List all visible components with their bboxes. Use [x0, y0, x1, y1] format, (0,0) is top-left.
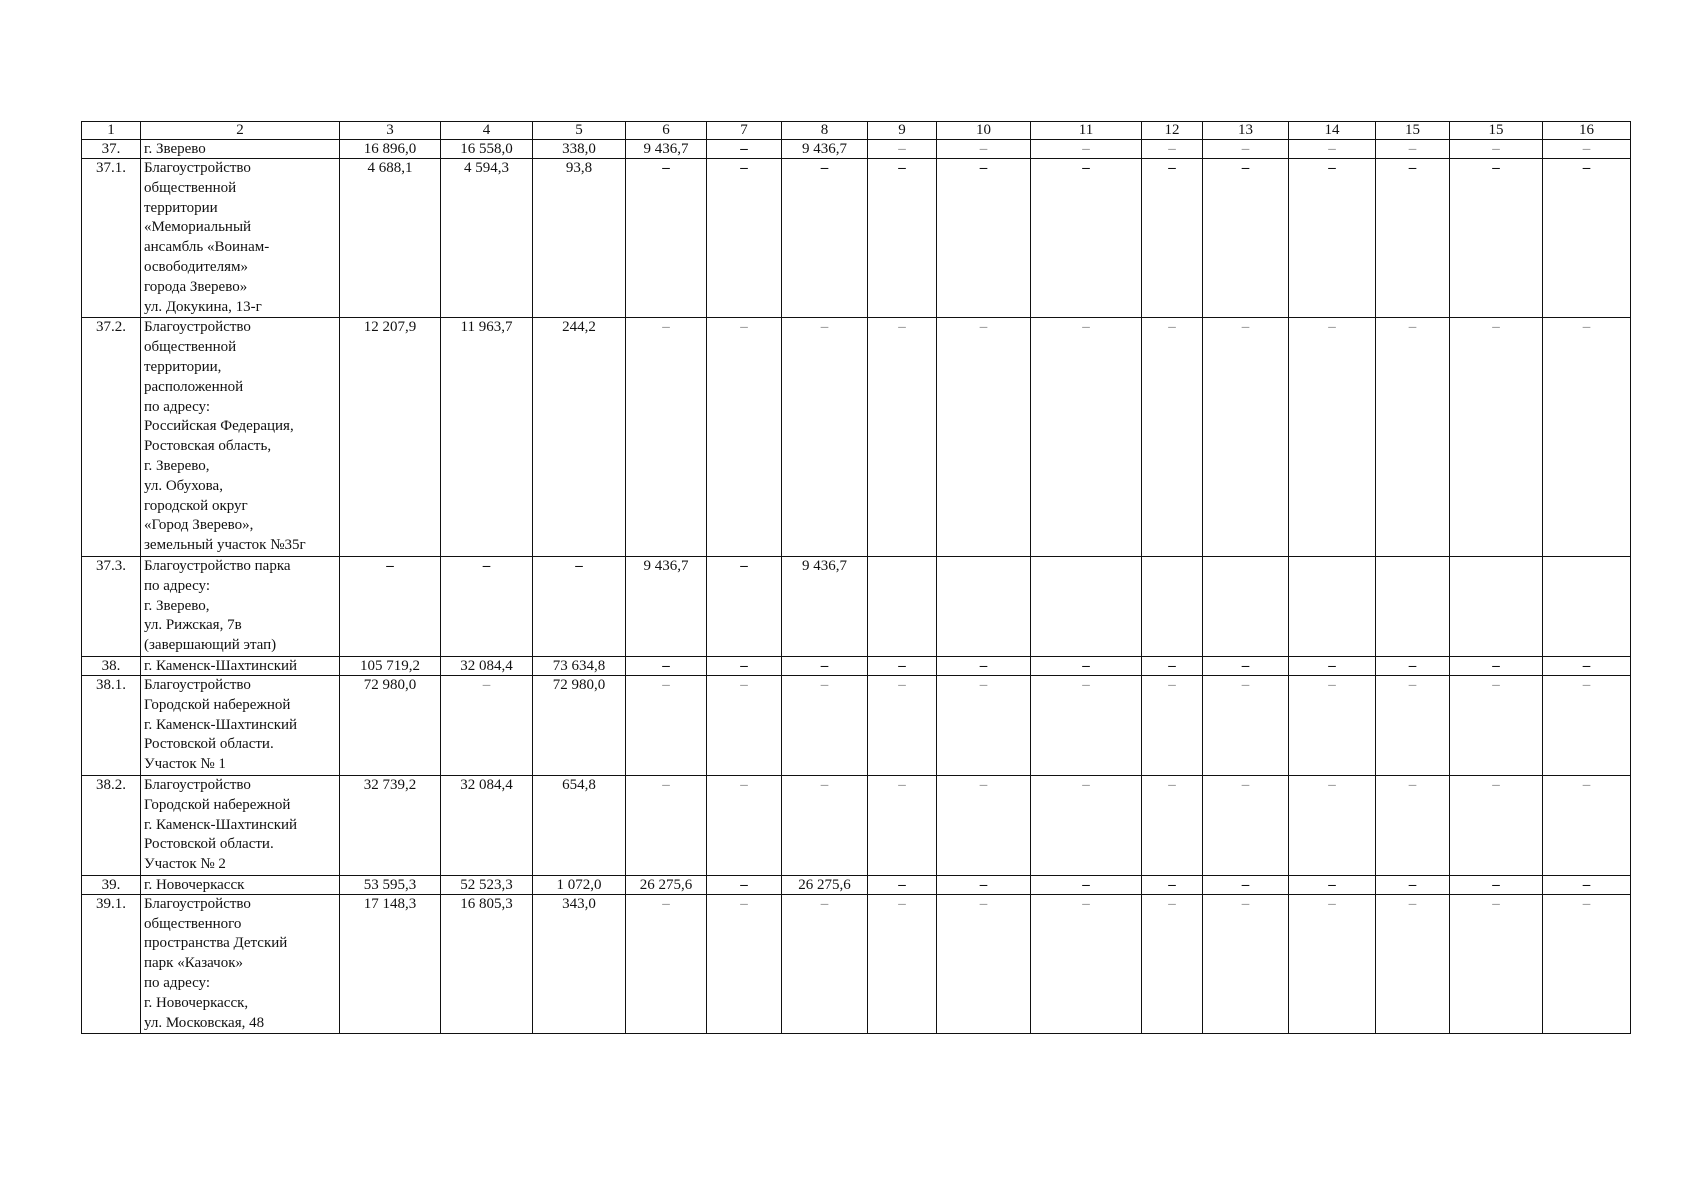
- row-name: [141, 775, 340, 875]
- row-name-line: ул. Докукина, 13-г: [144, 298, 262, 315]
- value-cell-c9: –: [868, 318, 937, 557]
- row-name: [141, 318, 340, 557]
- value-cell-c17: –: [1543, 875, 1631, 894]
- value-cell-c13: –: [1203, 140, 1289, 159]
- value-cell-c12: –: [1142, 894, 1203, 1034]
- row-number: 39.: [82, 875, 141, 894]
- value-cell-c4: –: [441, 556, 533, 656]
- value-cell-c3: 16 896,0: [340, 140, 441, 159]
- value-cell-c10: –: [937, 318, 1031, 557]
- value-cell-c4: 4 594,3: [441, 159, 533, 318]
- value-cell-c13: –: [1203, 656, 1289, 675]
- value-cell-c5: 343,0: [533, 894, 626, 1034]
- value-cell-c12: –: [1142, 775, 1203, 875]
- value-cell-c5: 1 072,0: [533, 875, 626, 894]
- row-name-line: ансамбль «Воинам-: [144, 239, 270, 256]
- value-cell-c17: –: [1543, 140, 1631, 159]
- value-cell-c8: –: [782, 894, 868, 1034]
- value-cell-c9: –: [868, 656, 937, 675]
- row-name-line: Благоустройство: [144, 776, 251, 793]
- row-name: [141, 140, 340, 159]
- value-cell-c14: –: [1289, 656, 1376, 675]
- value-cell-c5: 244,2: [533, 318, 626, 557]
- value-cell-c5: 72 980,0: [533, 675, 626, 775]
- header-cell: 12: [1142, 122, 1203, 140]
- header-cell: 3: [340, 122, 441, 140]
- value-cell-c17: –: [1543, 159, 1631, 318]
- row-name-line: Ростовской области.: [144, 836, 274, 853]
- value-cell-c11: –: [1031, 875, 1142, 894]
- row-name-line: общественной: [144, 179, 237, 196]
- row-name-line: ул. Московская, 48: [144, 1014, 265, 1031]
- value-cell-c12: –: [1142, 140, 1203, 159]
- row-name-line: Благоустройство: [144, 895, 251, 912]
- value-cell-c6: –: [626, 894, 707, 1034]
- value-cell-c6: –: [626, 656, 707, 675]
- row-name-line: Благоустройство: [144, 319, 251, 336]
- value-cell-c16: –: [1450, 159, 1543, 318]
- value-cell-c10: –: [937, 875, 1031, 894]
- table-row: [82, 318, 1631, 557]
- value-cell-c17: –: [1543, 318, 1631, 557]
- value-cell-c10: [937, 556, 1031, 656]
- value-cell-c3: 32 739,2: [340, 775, 441, 875]
- header-cell: 15: [1376, 122, 1450, 140]
- value-cell-c11: –: [1031, 675, 1142, 775]
- value-cell-c4: 32 084,4: [441, 656, 533, 675]
- value-cell-c11: –: [1031, 140, 1142, 159]
- value-cell-c15: [1376, 556, 1450, 656]
- value-cell-c10: –: [937, 894, 1031, 1034]
- value-cell-c16: –: [1450, 318, 1543, 557]
- row-name-line: ул. Обухова,: [144, 477, 223, 494]
- value-cell-c14: –: [1289, 318, 1376, 557]
- value-cell-c5: 338,0: [533, 140, 626, 159]
- value-cell-c7: –: [707, 775, 782, 875]
- value-cell-c13: –: [1203, 875, 1289, 894]
- value-cell-c15: –: [1376, 775, 1450, 875]
- value-cell-c5: –: [533, 556, 626, 656]
- header-row: [82, 122, 1631, 140]
- row-name-line: Благоустройство парка: [144, 557, 291, 574]
- table-row: [82, 159, 1631, 318]
- header-cell: 4: [441, 122, 533, 140]
- value-cell-c14: –: [1289, 675, 1376, 775]
- value-cell-c7: –: [707, 556, 782, 656]
- value-cell-c9: –: [868, 894, 937, 1034]
- row-name-line: по адресу:: [144, 577, 211, 594]
- value-cell-c13: –: [1203, 318, 1289, 557]
- value-cell-c15: –: [1376, 159, 1450, 318]
- row-name-line: ул. Рижская, 7в: [144, 617, 242, 634]
- value-cell-c3: 12 207,9: [340, 318, 441, 557]
- row-name-line: Благоустройство: [144, 676, 251, 693]
- value-cell-c11: –: [1031, 656, 1142, 675]
- value-cell-c14: –: [1289, 159, 1376, 318]
- value-cell-c9: –: [868, 875, 937, 894]
- value-cell-c6: –: [626, 318, 707, 557]
- value-cell-c16: –: [1450, 875, 1543, 894]
- row-name-line: Участок № 1: [144, 756, 226, 773]
- value-cell-c3: 72 980,0: [340, 675, 441, 775]
- row-name-line: земельный участок №35г: [144, 537, 306, 554]
- value-cell-c17: –: [1543, 775, 1631, 875]
- row-name-line: г. Зверево: [144, 141, 206, 157]
- value-cell-c8: –: [782, 656, 868, 675]
- value-cell-c13: –: [1203, 775, 1289, 875]
- row-number: 38.2.: [82, 775, 141, 875]
- header-cell: 15: [1450, 122, 1543, 140]
- value-cell-c3: 53 595,3: [340, 875, 441, 894]
- value-cell-c7: –: [707, 159, 782, 318]
- table-row: [82, 675, 1631, 775]
- row-name-line: парк «Казачок»: [144, 955, 244, 972]
- value-cell-c3: 105 719,2: [340, 656, 441, 675]
- row-name-line: города Зверево»: [144, 278, 248, 295]
- value-cell-c8: 9 436,7: [782, 140, 868, 159]
- value-cell-c12: –: [1142, 656, 1203, 675]
- row-name-line: г. Каменск-Шахтинский: [144, 816, 298, 833]
- value-cell-c4: –: [441, 675, 533, 775]
- header-cell: 10: [937, 122, 1031, 140]
- value-cell-c3: 4 688,1: [340, 159, 441, 318]
- value-cell-c6: –: [626, 775, 707, 875]
- value-cell-c7: –: [707, 656, 782, 675]
- value-cell-c4: 52 523,3: [441, 875, 533, 894]
- value-cell-c9: –: [868, 159, 937, 318]
- value-cell-c6: 9 436,7: [626, 140, 707, 159]
- row-name-line: Городской набережной: [144, 796, 291, 813]
- row-name-line: «Город Зверево»,: [144, 517, 254, 534]
- value-cell-c12: –: [1142, 675, 1203, 775]
- row-number: 37.3.: [82, 556, 141, 656]
- header-cell: 11: [1031, 122, 1142, 140]
- value-cell-c11: –: [1031, 318, 1142, 557]
- row-name-line: территории,: [144, 358, 222, 375]
- table-row: [82, 140, 1631, 159]
- value-cell-c17: –: [1543, 675, 1631, 775]
- value-cell-c11: –: [1031, 894, 1142, 1034]
- value-cell-c4: 32 084,4: [441, 775, 533, 875]
- row-number: 37.2.: [82, 318, 141, 557]
- row-name-line: общественного: [144, 915, 242, 932]
- value-cell-c11: –: [1031, 775, 1142, 875]
- value-cell-c17: –: [1543, 656, 1631, 675]
- value-cell-c6: 26 275,6: [626, 875, 707, 894]
- row-name-line: г. Зверево,: [144, 597, 210, 614]
- value-cell-c11: [1031, 556, 1142, 656]
- value-cell-c4: 11 963,7: [441, 318, 533, 557]
- row-name-line: общественной: [144, 339, 237, 356]
- value-cell-c12: –: [1142, 318, 1203, 557]
- row-name: [141, 656, 340, 675]
- value-cell-c10: –: [937, 159, 1031, 318]
- value-cell-c14: –: [1289, 775, 1376, 875]
- value-cell-c3: 17 148,3: [340, 894, 441, 1034]
- row-number: 39.1.: [82, 894, 141, 1034]
- value-cell-c14: –: [1289, 140, 1376, 159]
- header-cell: 1: [82, 122, 141, 140]
- header-cell: 6: [626, 122, 707, 140]
- row-name-line: Городской набережной: [144, 696, 291, 713]
- value-cell-c14: [1289, 556, 1376, 656]
- value-cell-c15: –: [1376, 318, 1450, 557]
- row-name-line: «Мемориальный: [144, 219, 252, 236]
- value-cell-c15: –: [1376, 140, 1450, 159]
- header-cell: 9: [868, 122, 937, 140]
- value-cell-c8: –: [782, 775, 868, 875]
- row-name-line: пространства Детский: [144, 935, 288, 952]
- value-cell-c15: –: [1376, 894, 1450, 1034]
- row-name-line: Российская Федерация,: [144, 418, 294, 435]
- value-cell-c8: –: [782, 318, 868, 557]
- value-cell-c4: 16 558,0: [441, 140, 533, 159]
- value-cell-c5: 93,8: [533, 159, 626, 318]
- value-cell-c16: –: [1450, 775, 1543, 875]
- header-cell: 8: [782, 122, 868, 140]
- value-cell-c12: [1142, 556, 1203, 656]
- value-cell-c7: –: [707, 140, 782, 159]
- value-cell-c11: –: [1031, 159, 1142, 318]
- row-name-line: территории: [144, 199, 218, 216]
- row-number: 38.1.: [82, 675, 141, 775]
- value-cell-c9: –: [868, 675, 937, 775]
- value-cell-c8: –: [782, 159, 868, 318]
- value-cell-c9: [868, 556, 937, 656]
- header-cell: 16: [1543, 122, 1631, 140]
- row-name-line: г. Каменск-Шахтинский: [144, 657, 298, 674]
- row-name-line: по адресу:: [144, 398, 211, 415]
- value-cell-c15: –: [1376, 656, 1450, 675]
- table-row: [82, 894, 1631, 1034]
- value-cell-c16: –: [1450, 894, 1543, 1034]
- row-name-line: г. Новочеркасск,: [144, 994, 249, 1011]
- row-name-line: освободителям»: [144, 258, 248, 275]
- row-number: 37.: [82, 140, 141, 159]
- row-name: [141, 675, 340, 775]
- value-cell-c6: –: [626, 675, 707, 775]
- value-cell-c13: [1203, 556, 1289, 656]
- value-cell-c17: –: [1543, 894, 1631, 1034]
- row-name-line: г. Новочеркасск: [144, 876, 245, 893]
- value-cell-c12: –: [1142, 875, 1203, 894]
- value-cell-c6: –: [626, 159, 707, 318]
- header-cell: 14: [1289, 122, 1376, 140]
- value-cell-c16: [1450, 556, 1543, 656]
- row-name-line: Участок № 2: [144, 856, 226, 873]
- row-name-line: Благоустройство: [144, 160, 251, 176]
- value-cell-c14: –: [1289, 894, 1376, 1034]
- value-cell-c15: –: [1376, 875, 1450, 894]
- table-row: [82, 556, 1631, 656]
- value-cell-c7: –: [707, 894, 782, 1034]
- header-cell: 5: [533, 122, 626, 140]
- value-cell-c13: –: [1203, 675, 1289, 775]
- row-name-line: Ростовской области.: [144, 736, 274, 753]
- table-row: [82, 775, 1631, 875]
- row-name-line: г. Зверево,: [144, 457, 210, 474]
- row-name-line: г. Каменск-Шахтинский: [144, 716, 298, 733]
- value-cell-c8: 26 275,6: [782, 875, 868, 894]
- value-cell-c16: –: [1450, 675, 1543, 775]
- value-cell-c7: –: [707, 675, 782, 775]
- value-cell-c10: –: [937, 775, 1031, 875]
- table-row: [82, 656, 1631, 675]
- value-cell-c17: [1543, 556, 1631, 656]
- value-cell-c10: –: [937, 140, 1031, 159]
- value-cell-c12: –: [1142, 159, 1203, 318]
- table-row: [82, 875, 1631, 894]
- row-number: 37.1.: [82, 159, 141, 318]
- row-name-line: расположенной: [144, 378, 244, 395]
- value-cell-c9: –: [868, 140, 937, 159]
- header-cell: 13: [1203, 122, 1289, 140]
- value-cell-c5: 654,8: [533, 775, 626, 875]
- value-cell-c13: –: [1203, 159, 1289, 318]
- row-number: 38.: [82, 656, 141, 675]
- value-cell-c14: –: [1289, 875, 1376, 894]
- value-cell-c7: –: [707, 318, 782, 557]
- header-cell: 7: [707, 122, 782, 140]
- value-cell-c8: –: [782, 675, 868, 775]
- value-cell-c6: 9 436,7: [626, 556, 707, 656]
- row-name: [141, 894, 340, 1034]
- row-name: [141, 159, 340, 318]
- value-cell-c16: –: [1450, 656, 1543, 675]
- value-cell-c10: –: [937, 675, 1031, 775]
- row-name-line: Ростовская область,: [144, 438, 272, 455]
- row-name: [141, 556, 340, 656]
- value-cell-c9: –: [868, 775, 937, 875]
- table-body: [82, 122, 1631, 1034]
- row-name: [141, 875, 340, 894]
- value-cell-c4: 16 805,3: [441, 894, 533, 1034]
- header-cell: 2: [141, 122, 340, 140]
- value-cell-c16: –: [1450, 140, 1543, 159]
- value-cell-c8: 9 436,7: [782, 556, 868, 656]
- row-name-line: по адресу:: [144, 975, 211, 992]
- value-cell-c3: –: [340, 556, 441, 656]
- row-name-line: (завершающий этап): [144, 637, 277, 654]
- value-cell-c13: –: [1203, 894, 1289, 1034]
- budget-table: [81, 121, 1631, 1034]
- value-cell-c10: –: [937, 656, 1031, 675]
- value-cell-c15: –: [1376, 675, 1450, 775]
- value-cell-c7: –: [707, 875, 782, 894]
- value-cell-c5: 73 634,8: [533, 656, 626, 675]
- row-name-line: городской округ: [144, 497, 248, 514]
